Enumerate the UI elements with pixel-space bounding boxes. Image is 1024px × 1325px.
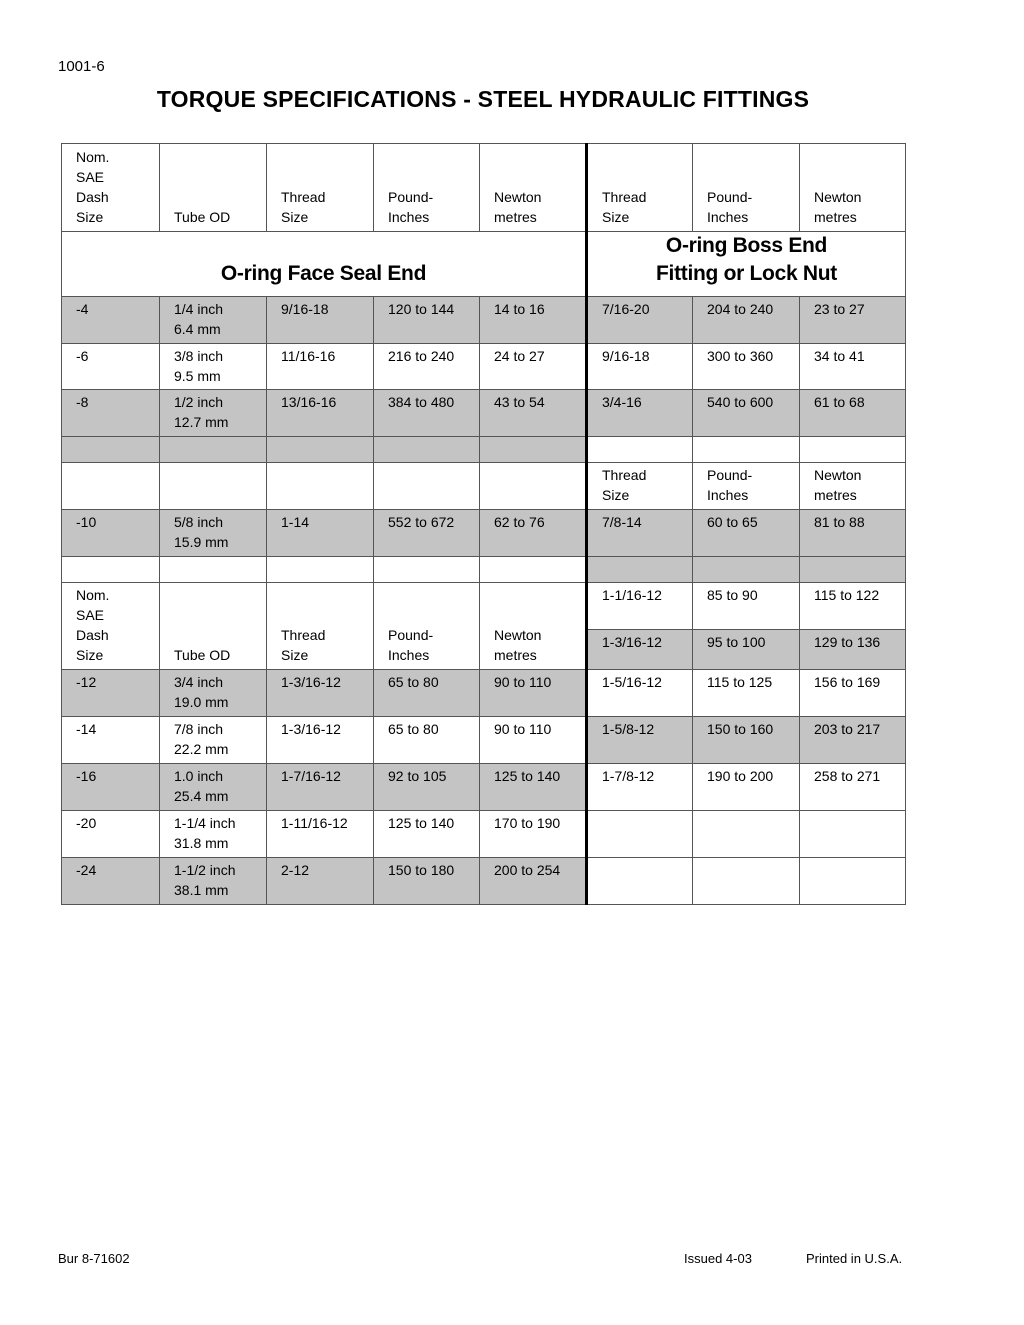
spacer-cell [587,437,693,463]
empty-cell [374,463,480,510]
table-row [62,510,906,557]
dash-size-cell: -10 [62,510,160,557]
newton-metres-cell: 90 to 110 [480,717,587,764]
boss-thread-cell: 1-3/16-12 [587,630,693,670]
boss-newton-metres-cell: 23 to 27 [800,297,906,344]
pound-inches-cell: 65 to 80 [374,717,480,764]
table-row [62,344,906,390]
boss-subheader-row [62,463,906,510]
boss-newton-metres-cell: 203 to 217 [800,717,906,764]
boss-pound-inches-cell: 115 to 125 [693,670,800,717]
spacer-cell [800,437,906,463]
spacer-cell [62,437,160,463]
pound-inches-cell: 65 to 80 [374,670,480,717]
thread-size-cell: 1-3/16-12 [267,670,374,717]
pound-inches-cell: 384 to 480 [374,390,480,437]
dash-size-cell: -6 [62,344,160,390]
section-row [62,232,906,297]
boss-newton-metres-cell: 61 to 68 [800,390,906,437]
boss-thread-cell: 9/16-18 [587,344,693,390]
tube-od-cell: 1/2 inch 12.7 mm [160,390,267,437]
pound-inches-cell: 120 to 144 [374,297,480,344]
boss-newton-metres-cell: 129 to 136 [800,630,906,670]
tube-od-cell: 3/8 inch 9.5 mm [160,344,267,390]
boss-pound-inches-cell: 300 to 360 [693,344,800,390]
empty-cell [800,811,906,858]
boss-thread-cell: 1-5/16-12 [587,670,693,717]
empty-cell [800,858,906,905]
header-thread-size: Thread Size [267,583,374,670]
pound-inches-cell: 92 to 105 [374,764,480,811]
boss-thread-cell: 7/8-14 [587,510,693,557]
empty-cell [267,463,374,510]
table-row [62,764,906,811]
spacer-cell [62,557,160,583]
tube-od-cell: 3/4 inch 19.0 mm [160,670,267,717]
empty-cell [587,858,693,905]
table-row [62,811,906,858]
boss-pound-inches-cell: 150 to 160 [693,717,800,764]
header-dash-size: Nom. SAE Dash Size [62,144,160,232]
boss-pound-inches-cell: 95 to 100 [693,630,800,670]
newton-metres-cell: 43 to 54 [480,390,587,437]
header-boss-pound-inches: Pound- Inches [693,144,800,232]
subheader-pound-inches: Pound- Inches [693,463,800,510]
subheader-newton-metres: Newton metres [800,463,906,510]
tube-od-cell: 1.0 inch 25.4 mm [160,764,267,811]
spacer-cell [800,557,906,583]
header-tube-od: Tube OD [160,583,267,670]
footer-printed: Printed in U.S.A. [806,1251,903,1266]
boss-pound-inches-cell: 60 to 65 [693,510,800,557]
header-dash-size: Nom. SAE Dash Size [62,583,160,670]
tube-od-cell: 5/8 inch 15.9 mm [160,510,267,557]
tube-od-cell: 1-1/4 inch 31.8 mm [160,811,267,858]
thread-size-cell: 1-3/16-12 [267,717,374,764]
empty-cell [62,463,160,510]
thread-size-cell: 13/16-16 [267,390,374,437]
thread-size-cell: 1-7/16-12 [267,764,374,811]
dash-size-cell: -8 [62,390,160,437]
empty-cell [587,811,693,858]
empty-cell [160,463,267,510]
boss-pound-inches-cell: 540 to 600 [693,390,800,437]
header-newton-metres: Newton metres [480,144,587,232]
boss-newton-metres-cell: 34 to 41 [800,344,906,390]
thread-size-cell: 1-11/16-12 [267,811,374,858]
spacer-cell [480,437,587,463]
dash-size-cell: -20 [62,811,160,858]
boss-thread-cell: 7/16-20 [587,297,693,344]
header-pound-inches: Pound- Inches [374,144,480,232]
newton-metres-cell: 170 to 190 [480,811,587,858]
spacer-cell [160,437,267,463]
tube-od-cell: 1/4 inch 6.4 mm [160,297,267,344]
table-row [62,390,906,437]
table-row [62,670,906,717]
empty-cell [693,858,800,905]
empty-cell [693,811,800,858]
footer-doc-id: Bur 8-71602 [58,1251,130,1266]
thread-size-cell: 9/16-18 [267,297,374,344]
dash-size-cell: -16 [62,764,160,811]
dash-size-cell: -14 [62,717,160,764]
spacer-cell [587,557,693,583]
header-row [62,144,906,232]
thread-size-cell: 1-14 [267,510,374,557]
newton-metres-cell: 14 to 16 [480,297,587,344]
spacer-cell [374,557,480,583]
pound-inches-cell: 150 to 180 [374,858,480,905]
section-face-seal: O-ring Face Seal End [62,232,587,297]
table-row [62,717,906,764]
section-boss-end: O-ring Boss End Fitting or Lock Nut [587,232,906,297]
thread-size-cell: 2-12 [267,858,374,905]
header-tube-od: Tube OD [160,144,267,232]
spacer-row [62,437,906,463]
header-newton-metres: Newton metres [480,583,587,670]
spacer-cell [160,557,267,583]
tube-od-cell: 7/8 inch 22.2 mm [160,717,267,764]
newton-metres-cell: 24 to 27 [480,344,587,390]
header-pound-inches: Pound- Inches [374,583,480,670]
dash-size-cell: -24 [62,858,160,905]
newton-metres-cell: 125 to 140 [480,764,587,811]
table-row [62,297,906,344]
spacer-row [62,557,906,583]
footer-issued: Issued 4-03 [684,1251,752,1266]
torque-table [61,143,906,905]
tube-od-cell: 1-1/2 inch 38.1 mm [160,858,267,905]
spacer-cell [267,437,374,463]
boss-pound-inches-cell: 85 to 90 [693,583,800,630]
spacer-cell [693,557,800,583]
spacer-cell [693,437,800,463]
thread-size-cell: 11/16-16 [267,344,374,390]
newton-metres-cell: 90 to 110 [480,670,587,717]
subheader-thread-size: Thread Size [587,463,693,510]
boss-newton-metres-cell: 81 to 88 [800,510,906,557]
spacer-cell [267,557,374,583]
boss-newton-metres-cell: 115 to 122 [800,583,906,630]
boss-thread-cell: 1-7/8-12 [587,764,693,811]
newton-metres-cell: 62 to 76 [480,510,587,557]
spacer-cell [374,437,480,463]
pound-inches-cell: 216 to 240 [374,344,480,390]
newton-metres-cell: 200 to 254 [480,858,587,905]
pound-inches-cell: 552 to 672 [374,510,480,557]
page-number: 1001-6 [58,58,105,75]
boss-newton-metres-cell: 258 to 271 [800,764,906,811]
empty-cell [480,463,587,510]
header-boss-newton-metres: Newton metres [800,144,906,232]
boss-thread-cell: 3/4-16 [587,390,693,437]
boss-thread-cell: 1-5/8-12 [587,717,693,764]
header-thread-size: Thread Size [267,144,374,232]
pound-inches-cell: 125 to 140 [374,811,480,858]
table-row [62,858,906,905]
boss-pound-inches-cell: 204 to 240 [693,297,800,344]
spacer-cell [480,557,587,583]
page-title: TORQUE SPECIFICATIONS - STEEL HYDRAULIC FITTINGS [156,86,810,112]
boss-pound-inches-cell: 190 to 200 [693,764,800,811]
boss-newton-metres-cell: 156 to 169 [800,670,906,717]
dash-size-cell: -12 [62,670,160,717]
dash-size-cell: -4 [62,297,160,344]
boss-thread-cell: 1-1/16-12 [587,583,693,630]
header-boss-thread-size: Thread Size [587,144,693,232]
lower-header-row [62,583,906,630]
